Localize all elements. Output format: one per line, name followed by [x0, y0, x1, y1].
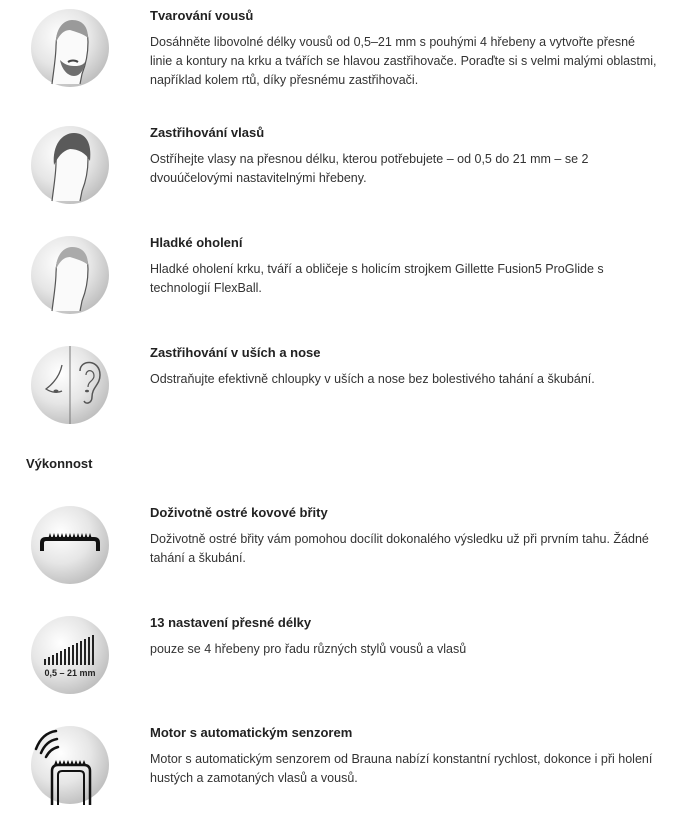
feature-text — [150, 615, 660, 659]
feature-text — [150, 505, 660, 568]
feature-text — [150, 725, 660, 788]
metal-blades-icon — [30, 505, 110, 585]
feature-text — [150, 125, 660, 188]
feature-description: Hladké oholení krku, tváří a obličeje s holicím strojkem Gillette Fusion5 ProGlide s technologií FlexBall. — [150, 262, 604, 295]
haircut-head-icon — [30, 125, 110, 205]
feature-description: Dosáhněte libovolné délky vousů od 0,5–21 mm s pouhými 4 hřebeny a vytvořte přesné linie a kontury na krku a tvářích se hlavou zastřihovače. Poraďte si s velmi malými oblastmi, například kolem rtů, díky přesnému zastřihovači. — [150, 35, 657, 87]
feature-title: Hladké oholení — [150, 235, 243, 250]
feature-text — [150, 235, 660, 298]
feature-description: Motor s automatickým senzorem od Brauna nabízí konstantní rychlost, dokonce i při holení hustých a zamotaných vlasů a vousů. — [150, 752, 653, 785]
section-title: Výkonnost — [26, 456, 93, 471]
beard-face-icon — [30, 8, 110, 88]
feature-description: Ostříhejte vlasy na přesnou délku, kterou potřebujete – od 0,5 do 21 mm – se 2 dvouúčelovými nastavitelnými hřebeny. — [150, 152, 589, 185]
feature-description: pouze se 4 hřebeny pro řadu různých stylů vousů a vlasů — [150, 642, 467, 656]
feature-title: Zastřihování v uších a nose — [150, 345, 321, 360]
auto-sensor-motor-icon — [30, 725, 110, 805]
feature-description: Doživotně ostré břity vám pomohou docílit dokonalého výsledku už při prvním tahu. Žádné tahání a škubání. — [150, 532, 649, 565]
feature-title: Zastřihování vlasů — [150, 125, 265, 140]
length-settings-icon — [30, 615, 110, 695]
feature-text — [150, 345, 660, 389]
feature-title: 13 nastavení přesné délky — [150, 615, 312, 630]
feature-title: Tvarování vousů — [150, 8, 254, 23]
length-range-label: 0,5 – 21 mm — [44, 668, 96, 678]
feature-description: Odstraňujte efektivně chloupky v uších a nose bez bolestivého tahání a škubání. — [150, 372, 595, 386]
feature-title: Doživotně ostré kovové břity — [150, 505, 328, 520]
feature-title: Motor s automatickým senzorem — [150, 725, 353, 740]
smooth-shave-icon — [30, 235, 110, 315]
ear-nose-icon — [30, 345, 110, 425]
feature-text — [150, 8, 660, 90]
